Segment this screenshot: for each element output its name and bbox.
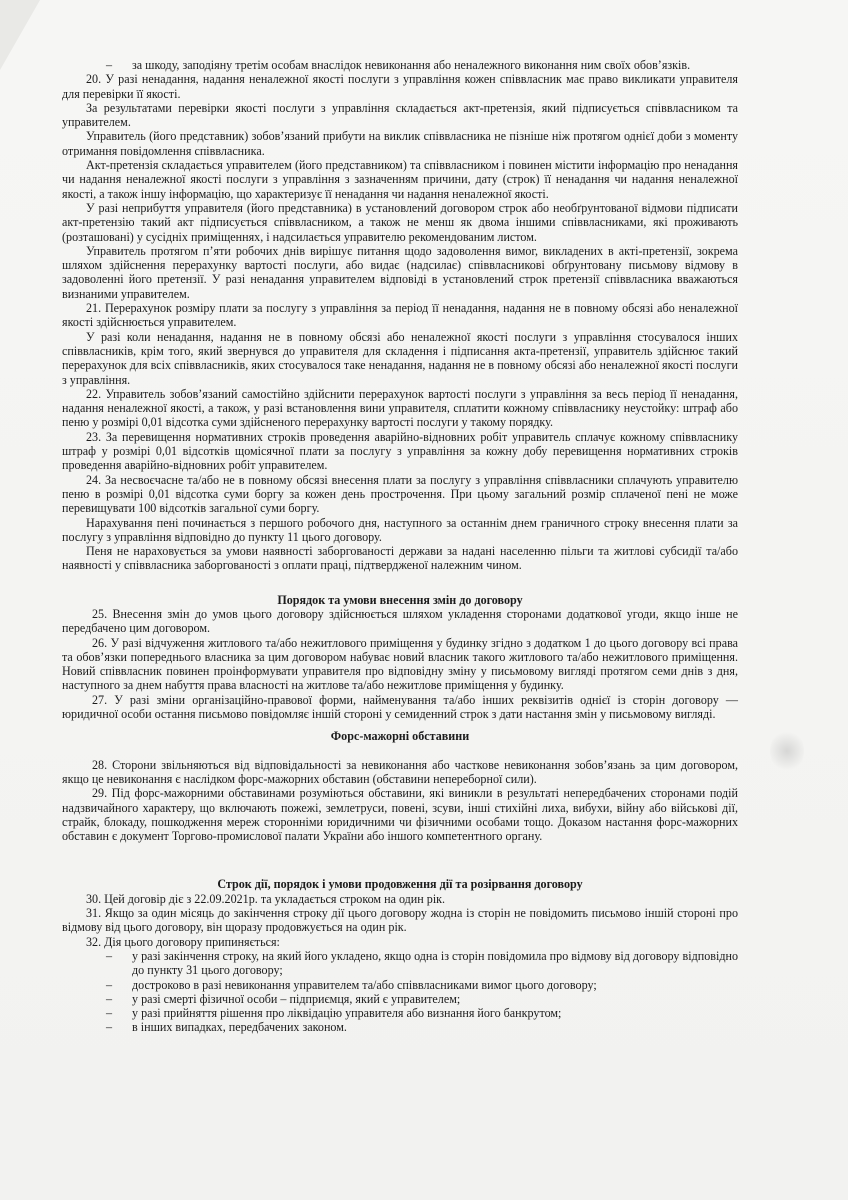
clause-20-act-content: Акт-претензія складається управителем (його представником) та співвласником і повинен містити інформацію про ненадання чи надання неналежної якості послуги з управління з зазначенням причини, дату (строк) її ненадання чи надання неналежної якості, а також іншу інформацію, що характеризує її ненадання чи надання неналежної якості.: [62, 158, 738, 201]
list-item-text: в інших випадках, передбачених законом.: [132, 1020, 347, 1035]
clause-28: 28. Сторони звільняються від відповідальності за невиконання або часткове невиконання зобов’язань за цим договором, якщо це невиконання є наслідком форс-мажорних обставин (обставини непереборної сили).: [62, 757, 738, 786]
page-corner-fold: [0, 0, 40, 70]
clause-30: 30. Цей договір діє з 22.09.2021р. та укладається строком на один рік.: [86, 891, 446, 906]
clause-21-others: У разі коли ненадання, надання не в повному обсязі або неналежної якості послуги з управління стосувалося інших співвласників, крім того, який звернувся до управителя для складення і підписання акта-претензії, управитель здійснює такий перерахунок для всіх співвласників, яких стосувалося таке ненадання, надання не в повному обсязі або неналежної якості послуги з управління.: [62, 329, 738, 387]
dash-marker: –: [106, 948, 113, 963]
list-item-text: у разі прийняття рішення про ліквідацію управителя або визнання його банкрутом;: [132, 1006, 562, 1021]
clause-20-arrival: Управитель (його представник) зобов’язаний прибути на виклик співвласника не пізніше ніж протягом однієї доби з моменту отримання повідомлення співвласника.: [62, 129, 738, 158]
list-item: [62, 978, 738, 992]
clause-24-exception: Пеня не нараховується за умови наявності заборгованості держави за надані населенню пільги та житлові субсидії та/або наявності у співвласника заборгованості з оплати праці, підтвердженої належним чином.: [62, 544, 738, 573]
section-heading-force-majeure: Форс-мажорні обставини: [330, 729, 470, 744]
document-body: [62, 58, 738, 1035]
dash-marker: –: [106, 1020, 113, 1035]
scan-smudge: [770, 730, 804, 772]
clause-24: 24. За несвоєчасне та/або не в повному обсязі внесення плати за послугу з управління співвласники сплачують управителю пеню в розмірі 0,01 відсотка суми боргу за кожен день прострочення. При цьому загальний розмір сплаченої пені не може перевищувати 100 відсотків загальної суми боргу.: [62, 472, 738, 516]
dash-marker: –: [106, 58, 113, 72]
clause-29: 29. Під форс-мажорними обставинами розуміються обставини, які виникли в результаті непередбачених сторонами подій надзвичайного характеру, що включають пожежі, землетруси, повені, зсуви, інші стихійні лиха, вибухи, війну або військові дії, страйк, блокаду, пошкодження мереж сторонніми юридичними чи фізичними особами тощо. Доказом настання форс-мажорних обставин є документ Торгово-промислової палати України або іншого компетентного органу.: [62, 786, 738, 844]
list-item: [62, 949, 738, 978]
dash-marker: –: [106, 977, 113, 992]
list-item: [62, 58, 738, 72]
dash-marker: –: [106, 1006, 113, 1021]
clause-20-resolution: Управитель протягом п’яти робочих днів вирішує питання щодо задоволення вимог, викладених в акті-претензії, зокрема шляхом здійснення перерахунку вартості послуги, або видає (надсилає) співвласникові обґрунтовану письмову відмову в задоволенні його претензії. У разі ненадання управителем відповіді в установлений строк претензії співвласника вважаються визнаними управителем.: [62, 243, 738, 301]
list-item-text: у разі закінчення строку, на який його укладено, якщо одна із сторін повідомила про відмову від договору відповідно до пункту 31 цього договору;: [132, 948, 738, 978]
clause-31: 31. Якщо за один місяць до закінчення строку дії цього договору жодна із сторін не повідомить письмово іншій стороні про відмову від цього договору, він щоразу продовжується на один рік.: [62, 906, 738, 935]
list-item: [62, 992, 738, 1006]
clause-32: 32. Дія цього договору припиняється:: [86, 934, 280, 949]
section-heading-term: Строк дії, порядок і умови продовження дії та розірвання договору: [217, 877, 583, 892]
list-item: [62, 1006, 738, 1020]
clause-23: 23. За перевищення нормативних строків проведення аварійно-відновних робіт управитель сплачує кожному співвласнику штраф у розмірі 0,01 відсотків щомісячної плати за послугу з управління за кожну добу перевищення нормативних строків проведення аварійно-відновних робіт управителем.: [62, 429, 738, 473]
clause-21: 21. Перерахунок розміру плати за послугу з управління за період її ненадання, надання не в повному обсязі або неналежної якості здійснюється управителем.: [62, 301, 738, 330]
clause-20-refusal: У разі неприбуття управителя (його представника) в установлений договором строк або необґрунтованої відмови підписати акт-претензію такий акт підписується співвласником, а також не менш як двома іншими співвласниками, які проживають (розташовані) у сусідніх приміщеннях, і надсилається управителю рекомендованим листом.: [62, 200, 738, 244]
clause-26: 26. У разі відчуження житлового та/або нежитлового приміщення у будинку згідно з додатком 1 до цього договору всі права та обов’язки попереднього власника за цим договором набуває новий власник такого житлового та/або нежитлового приміщення. Новий співвласник повинен проінформувати управителя про відповідну зміну у письмовому вигляді протягом семи днів з дня, наступного за днем набуття права власності на житлове та/або нежитлове приміщення у будинку.: [62, 635, 738, 693]
list-item-text: у разі смерті фізичної особи – підприємця, який є управителем;: [132, 991, 461, 1006]
clause-24-start: Нарахування пені починається з першого робочого дня, наступного за останнім днем граничного строку внесення плати за послугу з управління відповідно до пункту 11 цього договору.: [62, 515, 738, 544]
list-item-text: достроково в разі невиконання управителем та/або співвласниками вимог цього договору;: [132, 977, 597, 992]
list-item: [62, 1020, 738, 1034]
dash-marker: –: [106, 991, 113, 1006]
clause-27: 27. У разі зміни організаційно-правової форми, найменування та/або інших реквізитів однієї із сторін договору — юридичної особи остання письмово повідомляє іншій стороні у семиденний строк з дати настання змін у письмовому вигляді.: [62, 692, 738, 722]
clause-20-act: За результатами перевірки якості послуги з управління складається акт-претензія, який підписується співвласником та управителем.: [62, 100, 738, 130]
clause-22: 22. Управитель зобов’язаний самостійно здійснити перерахунок вартості послуги з управління за весь період її ненадання, надання неналежної якості, а також, у разі встановлення вини управителя, сплатити кожному співвласнику неустойку: штраф або пеню у розмірі 0,01 відсотка суми здійсненого перерахунку вартості послуги у такому порядку.: [62, 386, 738, 430]
section-heading-changes: Порядок та умови внесення змін до договору: [277, 592, 523, 607]
list-item-text: за шкоду, заподіяну третім особам внаслідок невиконання або неналежного виконання ним своїх обов’язків.: [132, 58, 691, 72]
clause-25: 25. Внесення змін до умов цього договору здійснюється шляхом укладення сторонами додаткової угоди, якщо інше не передбачено цим договором.: [62, 606, 738, 636]
clause-20: 20. У разі ненадання, надання неналежної якості послуги з управління кожен співвласник має право викликати управителя для перевірки її якості.: [62, 72, 738, 101]
